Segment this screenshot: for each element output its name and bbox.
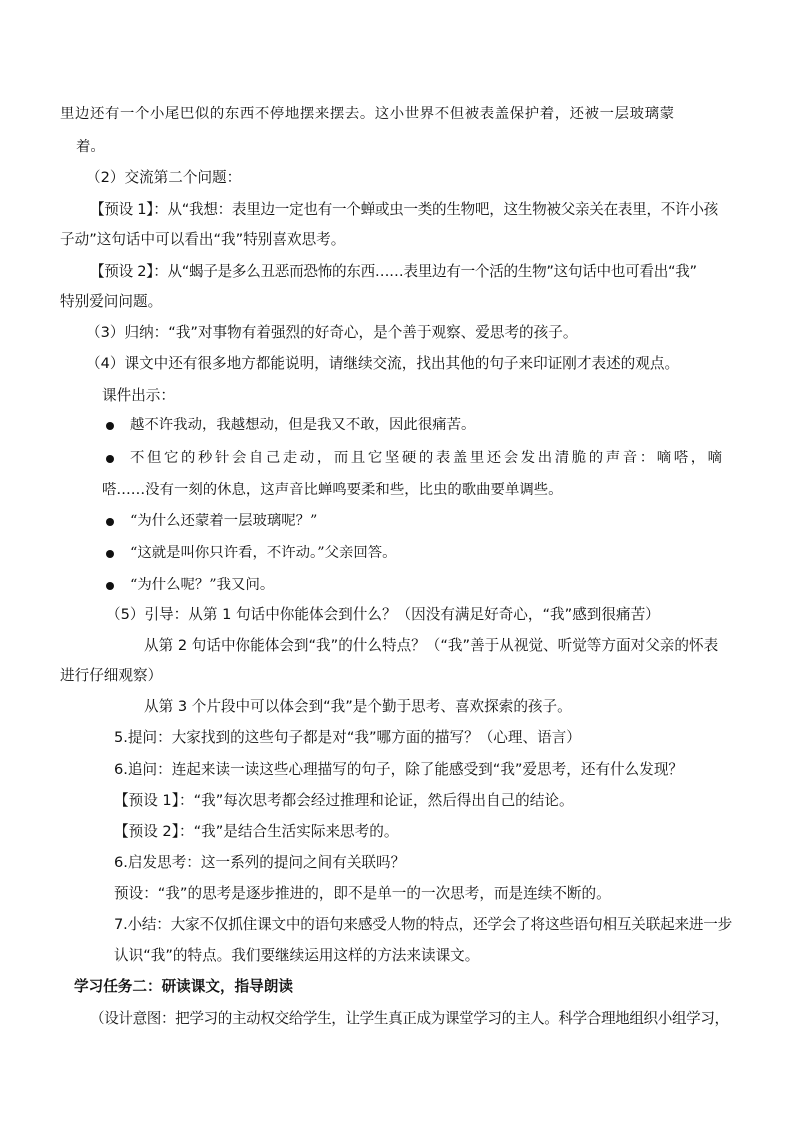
text-line: 【预设 2】：从“蝎子是多么丑恶而恐怖的东西……表里边有一个活的生物”这句话中也可看出“我” <box>90 263 697 280</box>
bullet-icon <box>106 582 114 590</box>
text-line: “这就是叫你只许看，不许动。”父亲回答。 <box>130 545 397 561</box>
text-line: （3）归纳：“我”对事物有着强烈的好奇心，是个善于观察、爱思考的孩子。 <box>86 324 578 341</box>
text-line: “为什么呢？”我又问。 <box>130 577 275 593</box>
bullet-icon <box>106 518 114 526</box>
text-line: 5.提问：大家找到的这些句子都是对“我”哪方面的描写？（心理、语言） <box>114 729 581 746</box>
text-line: （设计意图：把学习的主动权交给学生，让学生真正成为课堂学习的主人。科学合理地组织小组学习， <box>90 1010 729 1027</box>
text-line: 着。 <box>76 139 105 155</box>
text-line: 里边还有一个小尾巴似的东西不停地摆来摆去。这小世界不但被表盖保护着，还被一层玻璃蒙 <box>60 106 675 122</box>
text-line: 越不许我动，我越想动，但是我又不敢，因此很痛苦。 <box>130 417 476 433</box>
text-line: 6.追问：连起来读一读这些心理描写的句子，除了能感受到“我”爱思考，还有什么发现？ <box>114 761 684 778</box>
text-line: 7.小结：大家不仅抓住课文中的语句来感受人物的特点，还学会了将这些语句相互关联起来进一步 <box>114 916 733 933</box>
text-line: 课件出示： <box>102 387 175 404</box>
text-line: 认识“我”的特点。我们要继续运用这样的方法来读课文。 <box>114 947 480 964</box>
text-line: （2）交流第二个问题： <box>86 169 242 186</box>
text-line: 预设：“我”的思考是逐步推进的，即不是单一的一次思考，而是连续不断的。 <box>114 885 611 902</box>
text-line: 6.启发思考：这一系列的提问之间有关联吗？ <box>114 854 406 871</box>
text-line: 【预设 1】：“我”每次思考都会经过推理和论证，然后得出自己的结论。 <box>114 792 574 809</box>
text-line: 特别爱问问题。 <box>60 293 163 310</box>
text-line: 子动”这句话中可以看出“我”特别喜欢思考。 <box>60 231 346 248</box>
text-line: 不但它的秒针会自己走动，而且它坚硬的表盖里还会发出清脆的声音：嘀嗒，嘀 <box>130 450 725 466</box>
bullet-icon <box>106 455 114 463</box>
bullet-icon <box>106 422 114 430</box>
text-line: 从第 3 个片段中可以体会到“我”是个勤于思考、喜欢探索的孩子。 <box>144 698 572 715</box>
text-line: 【预设 2】：“我”是结合生活实际来思考的。 <box>114 823 399 840</box>
text-line: （4）课文中还有很多地方都能说明，请继续交流，找出其他的句子来印证刚才表述的观点。 <box>86 355 680 372</box>
section-heading: 学习任务二：研读课文，指导朗读 <box>74 978 293 995</box>
text-line: 嗒……没有一刻的休息，这声音比蝉鸣要柔和些，比虫的歌曲要单调些。 <box>102 482 563 498</box>
text-line: “为什么还蒙着一层玻璃呢？” <box>130 513 318 529</box>
text-line: 【预设 1】：从“我想：表里边一定也有一个蝉或虫一类的生物吧，这生物被父亲关在表里，不许小孩 <box>90 201 718 218</box>
bullet-icon <box>106 550 114 558</box>
text-line: 从第 2 句话中你能体会到“我”的什么特点？（“我”善于从视觉、听觉等方面对父亲的怀表 <box>144 637 719 654</box>
text-line: 进行仔细观察） <box>60 667 163 684</box>
text-line: （5）引导：从第 1 句话中你能体会到什么？（因没有满足好奇心，“我”感到很痛苦） <box>106 606 660 623</box>
